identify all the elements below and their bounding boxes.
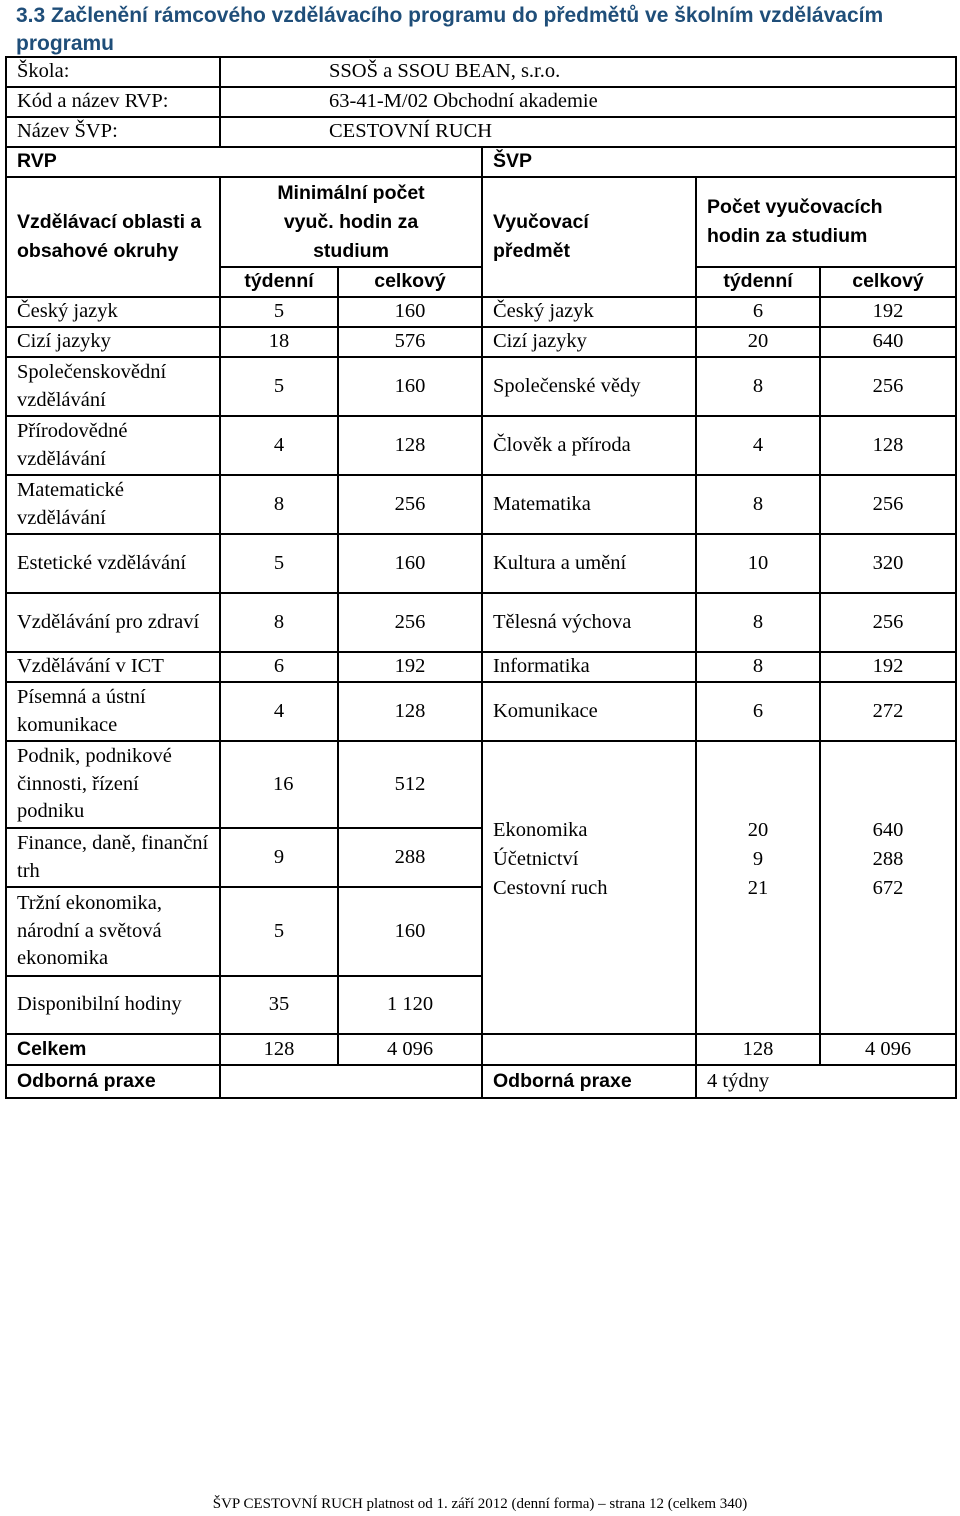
svp-header: ŠVP <box>482 147 956 177</box>
practice-label: Odborná praxe <box>6 1065 220 1098</box>
subject-total-cell: 640 <box>820 327 956 357</box>
table-row <box>6 357 956 416</box>
min-weekly-cell: 18 <box>220 327 338 357</box>
econ-subjects <box>482 741 696 976</box>
table-row-available <box>6 976 956 1034</box>
min-weekly-cell: 8 <box>220 475 338 534</box>
subject-total-cell: 256 <box>820 357 956 416</box>
econ-weekly-1: 16 <box>220 741 338 828</box>
sum-svp-weekly: 128 <box>696 1034 820 1065</box>
area-cell: Cizí jazyky <box>6 327 220 357</box>
hours-header: Počet vyučovacích hodin za studium <box>696 177 956 267</box>
practice-subject: Odborná praxe <box>482 1065 696 1098</box>
subject-cell: Cizí jazyky <box>482 327 696 357</box>
section-heading: 3.3 Začlenění rámcového vzdělávacího programu do předmětů ve školním vzdělávacím programu <box>16 4 884 55</box>
min-total-cell: 160 <box>338 357 482 416</box>
svp-label: Název ŠVP: <box>6 117 220 147</box>
area-cell: Společenskovědní vzdělávání <box>6 357 220 416</box>
econ-total-values <box>820 741 956 976</box>
min-weekly-cell: 8 <box>220 593 338 652</box>
min-total-cell: 128 <box>338 416 482 475</box>
econ-subject-weekly-2: 9 <box>752 847 764 870</box>
min-total-cell: 576 <box>338 327 482 357</box>
table-row <box>6 475 956 534</box>
available-area: Disponibilní hodiny <box>6 976 220 1034</box>
min-weekly-cell: 6 <box>220 652 338 682</box>
info-row-svp <box>6 117 956 147</box>
area-cell: Český jazyk <box>6 297 220 327</box>
areas-header: Vzdělávací oblasti a obsahové okruhy <box>6 177 220 297</box>
table-body <box>6 297 956 741</box>
econ-subject-weekly-3: 21 <box>747 876 769 899</box>
table-row-econ-1 <box>6 741 956 828</box>
min-total-cell: 256 <box>338 475 482 534</box>
subject-weekly-cell: 6 <box>696 297 820 327</box>
min-weekly-cell: 4 <box>220 416 338 475</box>
rvp-label: Kód a název RVP: <box>6 87 220 117</box>
svp-total-header: celkový <box>820 267 956 297</box>
econ-area-3: Tržní ekonomika, národní a světová ekonomika <box>6 887 220 976</box>
subject-cell: Informatika <box>482 652 696 682</box>
subject-total-cell: 320 <box>820 534 956 593</box>
subject-weekly-cell: 4 <box>696 416 820 475</box>
subject-total-cell: 192 <box>820 297 956 327</box>
rvp-weekly-header: týdenní <box>220 267 338 297</box>
subject-weekly-cell: 20 <box>696 327 820 357</box>
header-row-titles <box>6 177 956 267</box>
table-row <box>6 297 956 327</box>
available-subject <box>482 976 696 1034</box>
econ-total-1: 512 <box>338 741 482 828</box>
subject-total-cell: 256 <box>820 475 956 534</box>
econ-subject-total-2: 288 <box>872 847 904 870</box>
available-weekly: 35 <box>220 976 338 1034</box>
subject-cell: Společenské vědy <box>482 357 696 416</box>
subject-weekly-cell: 8 <box>696 593 820 652</box>
practice-rvp-empty <box>220 1065 482 1098</box>
info-row-rvp <box>6 87 956 117</box>
table-row <box>6 652 956 682</box>
table-row <box>6 327 956 357</box>
min-weekly-cell: 5 <box>220 297 338 327</box>
table-row <box>6 682 956 741</box>
table-row <box>6 416 956 475</box>
subject-cell: Člověk a příroda <box>482 416 696 475</box>
school-value: SSOŠ a SSOU BEAN, s.r.o. <box>220 57 956 87</box>
area-cell: Přírodovědné vzdělávání <box>6 416 220 475</box>
econ-subject-2: Účetnictví <box>493 847 579 870</box>
econ-subject-1: Ekonomika <box>493 818 588 841</box>
area-cell: Matematické vzdělávání <box>6 475 220 534</box>
econ-subject-weekly-1: 20 <box>747 818 769 841</box>
rvp-total-header: celkový <box>338 267 482 297</box>
econ-area-1: Podnik, podnikové činnosti, řízení podniku <box>6 741 220 828</box>
subject-cell: Komunikace <box>482 682 696 741</box>
econ-total-3: 160 <box>338 887 482 976</box>
min-total-cell: 160 <box>338 297 482 327</box>
subject-weekly-cell: 6 <box>696 682 820 741</box>
min-total-cell: 160 <box>338 534 482 593</box>
min-total-cell: 192 <box>338 652 482 682</box>
subject-cell: Tělesná výchova <box>482 593 696 652</box>
subject-weekly-cell: 8 <box>696 475 820 534</box>
curriculum-table <box>5 56 957 1099</box>
min-weekly-cell: 5 <box>220 534 338 593</box>
min-weekly-cell: 5 <box>220 357 338 416</box>
min-total-cell: 128 <box>338 682 482 741</box>
rvp-value: 63-41-M/02 Obchodní akademie <box>220 87 956 117</box>
sum-subject <box>482 1034 696 1065</box>
table-row <box>6 593 956 652</box>
subject-weekly-cell: 8 <box>696 357 820 416</box>
area-cell: Vzdělávání v ICT <box>6 652 220 682</box>
min-total-cell: 256 <box>338 593 482 652</box>
econ-weekly-values <box>696 741 820 976</box>
table-row <box>6 534 956 593</box>
sum-total: 4 096 <box>338 1034 482 1065</box>
school-label: Škola: <box>6 57 220 87</box>
sum-weekly: 128 <box>220 1034 338 1065</box>
svp-weekly-header: týdenní <box>696 267 820 297</box>
subject-total-cell: 256 <box>820 593 956 652</box>
available-svp-total <box>820 976 956 1034</box>
econ-area-2: Finance, daně, finanční trh <box>6 828 220 887</box>
subject-weekly-cell: 10 <box>696 534 820 593</box>
econ-total-2: 288 <box>338 828 482 887</box>
econ-weekly-3: 5 <box>220 887 338 976</box>
subject-total-cell: 272 <box>820 682 956 741</box>
subject-cell: Kultura a umění <box>482 534 696 593</box>
page-footer: ŠVP CESTOVNÍ RUCH platnost od 1. září 2012 (denní forma) – strana 12 (celkem 340) <box>212 1496 748 1512</box>
available-total: 1 120 <box>338 976 482 1034</box>
econ-weekly-2: 9 <box>220 828 338 887</box>
sum-label: Celkem <box>6 1034 220 1065</box>
area-cell: Vzdělávání pro zdraví <box>6 593 220 652</box>
econ-subject-3: Cestovní ruch <box>493 876 608 899</box>
subject-total-cell: 192 <box>820 652 956 682</box>
info-row-school <box>6 57 956 87</box>
svp-value: CESTOVNÍ RUCH <box>220 117 956 147</box>
subject-header: Vyučovací předmět <box>482 177 696 297</box>
subject-total-cell: 128 <box>820 416 956 475</box>
econ-subject-total-1: 640 <box>872 818 904 841</box>
table-row-sum <box>6 1034 956 1065</box>
header-row-groups <box>6 147 956 177</box>
practice-value: 4 týdny <box>696 1065 956 1098</box>
table-row-practice <box>6 1065 956 1098</box>
subject-cell: Český jazyk <box>482 297 696 327</box>
area-cell: Písemná a ústní komunikace <box>6 682 220 741</box>
subject-cell: Matematika <box>482 475 696 534</box>
area-cell: Estetické vzdělávání <box>6 534 220 593</box>
subject-weekly-cell: 8 <box>696 652 820 682</box>
min-hours-header: Minimální počet vyuč. hodin za studium <box>220 177 482 267</box>
min-weekly-cell: 4 <box>220 682 338 741</box>
econ-subject-total-3: 672 <box>872 876 904 899</box>
sum-svp-total: 4 096 <box>820 1034 956 1065</box>
rvp-header: RVP <box>6 147 482 177</box>
available-svp-weekly <box>696 976 820 1034</box>
